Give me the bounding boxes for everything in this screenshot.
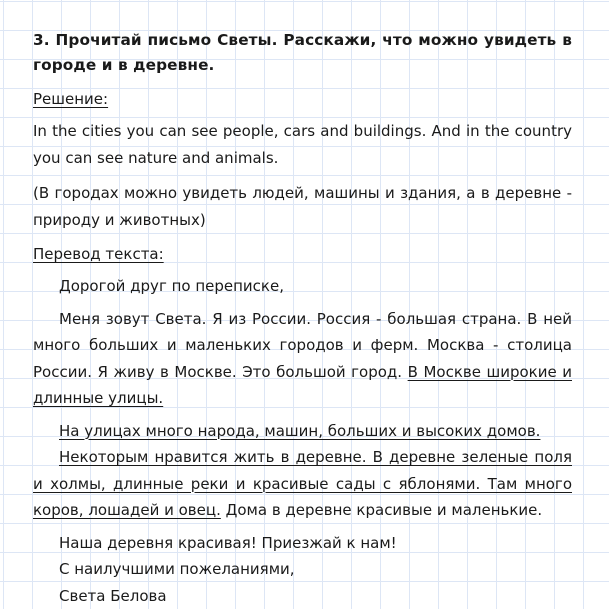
letter-body <box>33 273 572 609</box>
letter-paragraph-1 <box>33 306 572 412</box>
letter-signature: Света Белова <box>33 583 572 609</box>
letter-paragraph-2-underlined: На улицах много народа, машин, больших и высоких домов. <box>59 422 540 440</box>
exercise-title: 3. Прочитай письмо Светы. Расскажи, что можно увидеть в городе и в деревне. <box>33 28 572 78</box>
letter-paragraph-3-plain: Дома в деревне красивые и маленькие. <box>226 501 543 519</box>
letter-paragraph-1-underlined: В Москве широкие и длинные улицы. <box>33 363 572 408</box>
russian-answer-paragraph: (В городах можно увидеть людей, машины и здания, а в деревне - природу и животных) <box>33 180 572 233</box>
letter-paragraph-1-plain: Меня зовут Света. Я из России. Россия - большая страна. В ней много больших и маленьких городов и ферм. Москва - столица России. Я живу в Москве. Это большой город. <box>33 310 572 381</box>
letter-paragraph-2 <box>33 418 572 445</box>
letter-paragraph-3-underlined: Некоторым нравится жить в деревне. В деревне зеленые поля и холмы, длинные реки и красивые сады с яблонями. Там много коров, лошадей и овец. <box>33 448 572 519</box>
english-answer-paragraph: In the cities you can see people, cars and buildings. And in the country you can see nature and animals. <box>33 118 572 171</box>
letter-closing-line-2: С наилучшими пожеланиями, <box>33 556 572 583</box>
letter-greeting: Дорогой друг по переписке, <box>33 273 572 300</box>
letter-closing-line-1: Наша деревня красивая! Приезжай к нам! <box>33 530 572 557</box>
translation-label <box>33 242 572 266</box>
translation-label-text: Перевод текста: <box>33 245 164 263</box>
solution-label <box>33 87 572 111</box>
solution-label-text: Решение: <box>33 90 108 108</box>
letter-paragraph-3 <box>33 444 572 524</box>
